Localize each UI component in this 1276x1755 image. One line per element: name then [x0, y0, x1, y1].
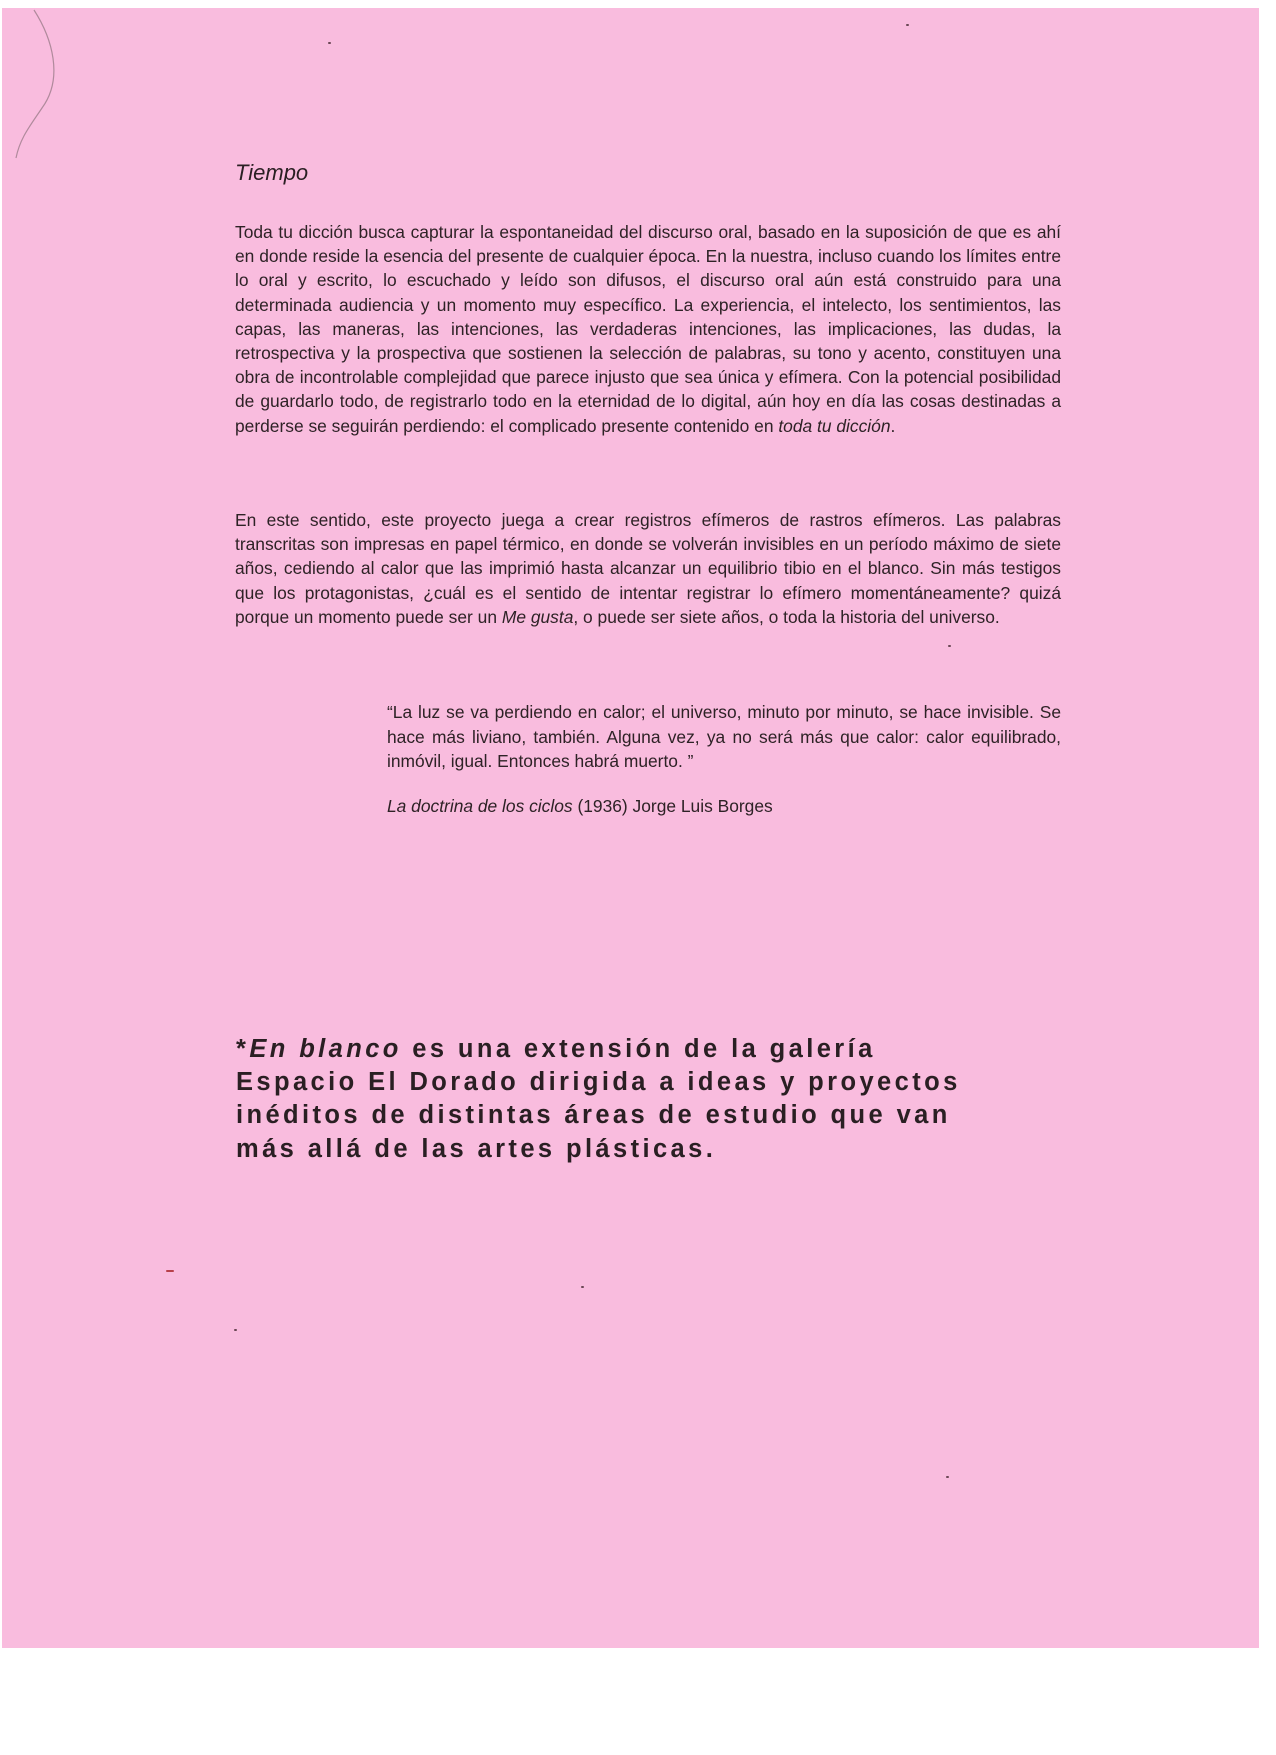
paper-speck: [946, 1476, 949, 1478]
gallery-note: [236, 1033, 996, 1166]
note-prefix: *: [236, 1035, 250, 1063]
paragraph-2-end: , o puede ser siete años, o toda la historia del universo.: [573, 606, 1000, 627]
paper-speck: [328, 42, 331, 44]
paper-speck: [581, 1286, 584, 1288]
paragraph-1-end: .: [890, 415, 896, 436]
citation-title: La doctrina de los ciclos: [387, 796, 573, 816]
paragraph-1-italic: toda tu dicción: [778, 415, 891, 436]
paper-speck: [234, 1329, 237, 1331]
paper-speck: [906, 24, 909, 26]
quote-citation: [387, 796, 773, 817]
paper-speck: [166, 1270, 174, 1272]
paragraph-tiempo-1: [235, 220, 1061, 438]
paragraph-1-text: Toda tu dicción busca capturar la espontaneidad del discurso oral, basado en la suposición de que es ahí en donde reside la esencia del presente de cualquier época. En la nuestra, incluso cuando los límites entre lo oral y escrito, lo escuchado y leído son difusos, el discurso oral aún está construido para una determinada audiencia y un momento muy específico. La experiencia, el intelecto, los sentimientos, las capas, las maneras, las intenciones, las verdaderas intenciones, las implicaciones, las dudas, la retrospectiva y la prospectiva que sostienen la selección de palabras, su tono y acento, constituyen una obra de incontrolable complejidad que parece injusto que sea única y efímera. Con la potencial posibilidad de guardarlo todo, de registrarlo todo en la eternidad de lo digital, aún hoy en día las cosas destinadas a perderse se seguirán perdiendo: el complicado presente contenido en: [235, 222, 1061, 436]
note-italic: En blanco: [249, 1035, 402, 1063]
paragraph-tiempo-2: [235, 508, 1061, 629]
section-title: Tiempo: [235, 160, 309, 185]
pink-sheet: [2, 8, 1259, 1648]
paper-curl-mark: [2, 8, 62, 188]
paper-speck: [948, 645, 951, 647]
paragraph-2-italic: Me gusta: [501, 606, 574, 627]
paragraph-2-text: En este sentido, este proyecto juega a crear registros efímeros de rastros efímeros. Las palabras transcritas son impresas en papel térmico, en donde se volverán invisibles en un período máximo de siete años, cediendo al calor que las imprimió hasta alcanzar un equilibrio tibio en el blanco. Sin más testigos que los protagonistas, ¿cuál es el sentido de intentar registrar lo efímero momentáneamente? quizá porque un momento puede ser un: [235, 510, 1061, 627]
citation-rest: (1936) Jorge Luis Borges: [572, 796, 773, 816]
borges-quote: “La luz se va perdiendo en calor; el universo, minuto por minuto, se hace invisible. Se hace más liviano, también. Alguna vez, ya no será más que calor: calor equilibrado, inmóvil, igual. Entonces habrá muerto. ”: [387, 702, 1061, 771]
note-text: es una extensión de la galería Espacio El Dorado dirigida a ideas y proyectos inéditos de distintas áreas de estudio que van más allá de las artes plásticas.: [236, 1035, 961, 1163]
